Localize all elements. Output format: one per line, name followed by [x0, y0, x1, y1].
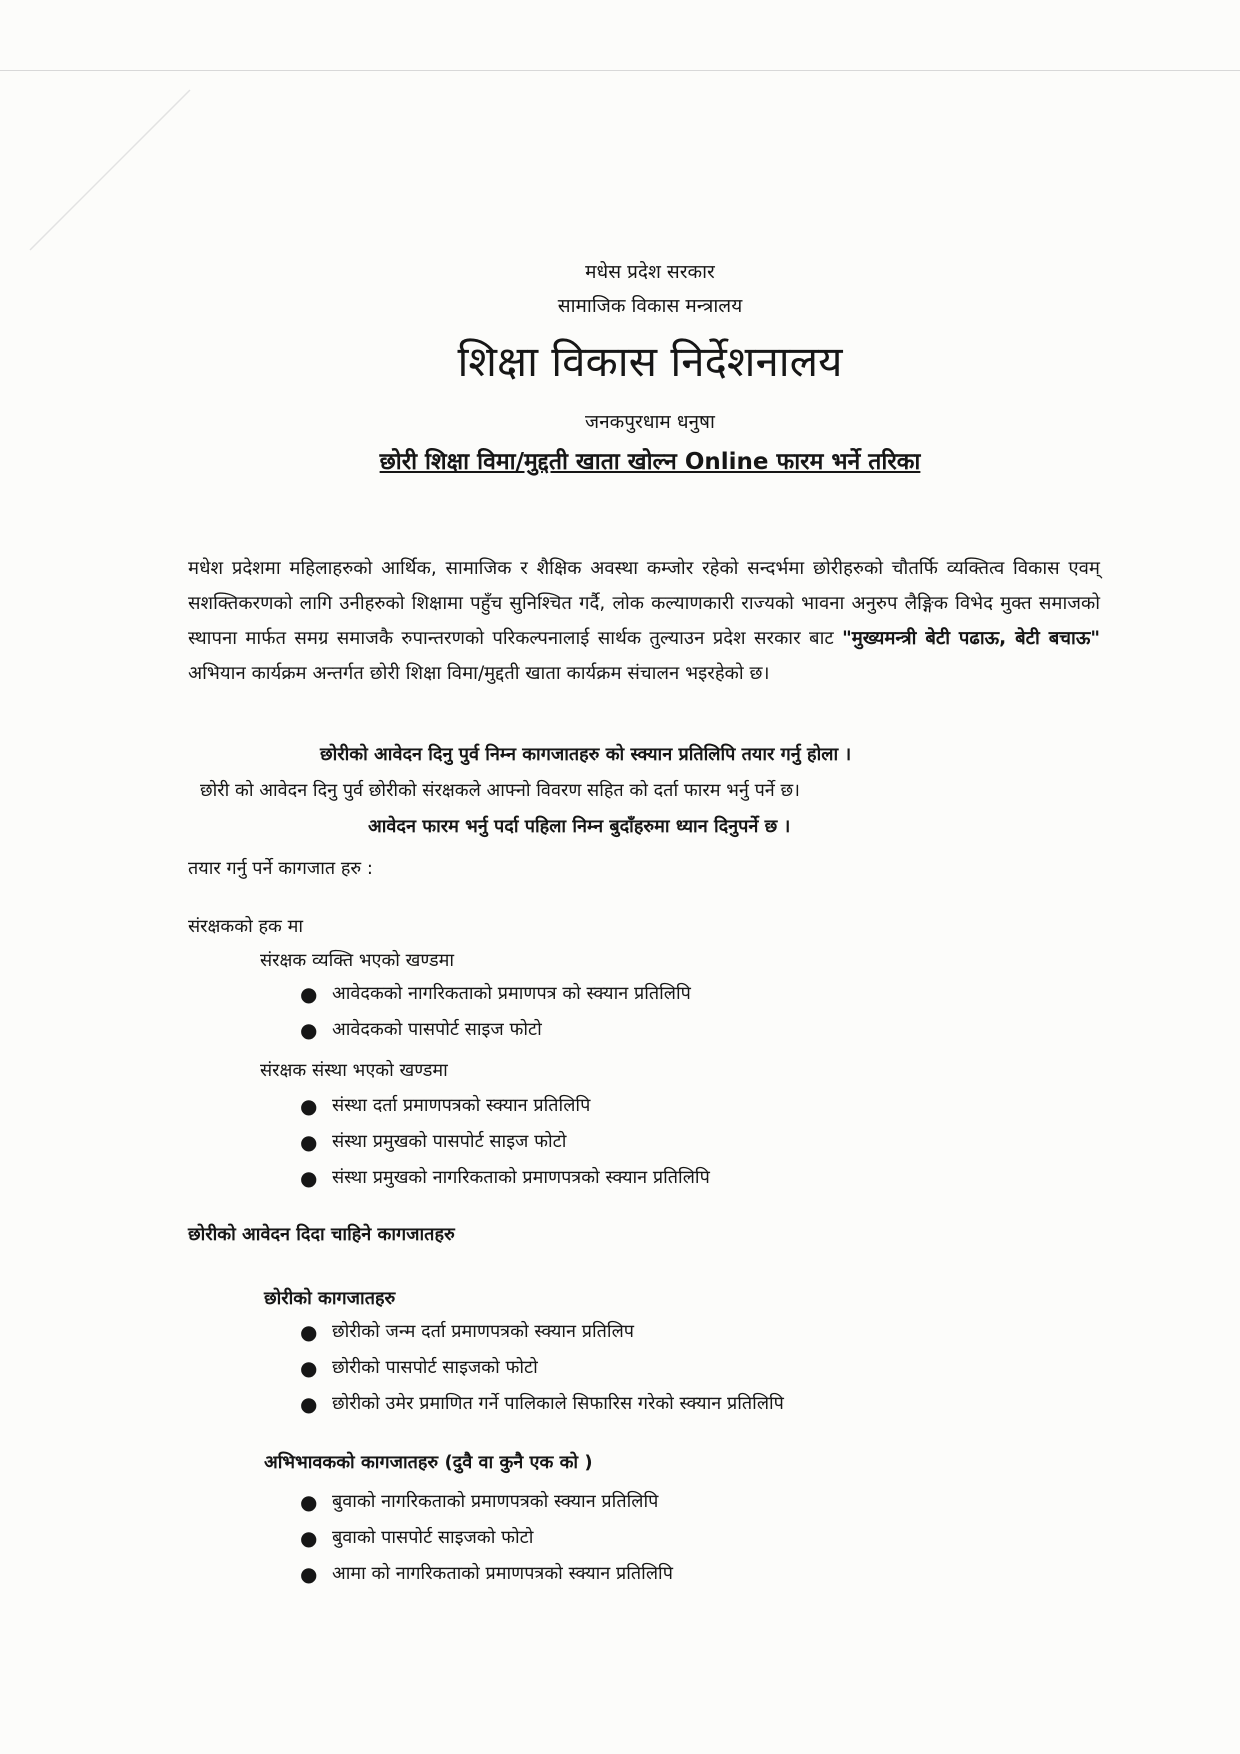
- bullet-icon: ●: [300, 982, 318, 1006]
- office-location: जनकपुरधाम धनुषा: [585, 411, 715, 433]
- bullet-icon: ●: [300, 1320, 318, 1344]
- guardian-institution-heading: संरक्षक संस्था भएको खण्डमा: [260, 1060, 448, 1081]
- bullet-icon: ●: [300, 1018, 318, 1042]
- bullet-icon: ●: [300, 1392, 318, 1416]
- scan-copies-note: छोरीको आवेदन दिनु पुर्व निम्न कागजातहरु को स्क्यान प्रतिलिपि तयार गर्नु होला ।: [320, 744, 852, 765]
- list-item: ● आमा को नागरिकताको प्रमाणपत्रको स्क्यान प्रतिलिपि: [300, 1556, 673, 1592]
- daughter-documents-list: [300, 1314, 784, 1422]
- document-subject: छोरी शिक्षा विमा/मुद्दती खाता खोल्न Online फारम भर्ने तरिका: [379, 449, 921, 475]
- guardian-registration-note: छोरी को आवेदन दिनु पुर्व छोरीको संरक्षकले आफ्नो विवरण सहित को दर्ता फारम भर्नु पर्ने छ।: [200, 780, 800, 801]
- attention-note: आवेदन फारम भर्नु पर्दा पहिला निम्न बुदाँहरुमा ध्यान दिनुपर्ने छ ।: [368, 816, 791, 837]
- list-item: ● बुवाको पासपोर्ट साइजको फोटो: [300, 1520, 673, 1556]
- intro-text-end: अभियान कार्यक्रम अन्तर्गत छोरी शिक्षा विमा/मुद्दती खाता कार्यक्रम संचालन भइरहेको छ।: [188, 662, 770, 684]
- list-item: ● संस्था दर्ता प्रमाणपत्रको स्क्यान प्रतिलिपि: [300, 1088, 710, 1124]
- documents-heading: तयार गर्नु पर्ने कागजात हरु :: [188, 858, 373, 879]
- bullet-icon: ●: [300, 1356, 318, 1380]
- guardian-individual-heading: संरक्षक व्यक्ति भएको खण्डमा: [260, 950, 455, 971]
- directorate-title: शिक्षा विकास निर्देशनालय: [457, 337, 843, 386]
- list-item: ● आवेदकको नागरिकताको प्रमाणपत्र को स्क्यान प्रतिलिपि: [300, 976, 691, 1012]
- bullet-icon: ●: [300, 1130, 318, 1154]
- ministry-name: सामाजिक विकास मन्त्रालय: [557, 295, 743, 317]
- bullet-icon: ●: [300, 1490, 318, 1514]
- guardian-section-heading: संरक्षकको हक मा: [188, 916, 303, 937]
- bullet-icon: ●: [300, 1526, 318, 1550]
- list-item: ● छोरीको जन्म दर्ता प्रमाणपत्रको स्क्यान प्रतिलिप: [300, 1314, 784, 1350]
- guardian-institution-list: [300, 1088, 710, 1196]
- list-item: ● छोरीको पासपोर्ट साइजको फोटो: [300, 1350, 784, 1386]
- bullet-icon: ●: [300, 1562, 318, 1586]
- list-item: ● संस्था प्रमुखको पासपोर्ट साइज फोटो: [300, 1124, 710, 1160]
- campaign-name: "मुख्यमन्त्री बेटी पढाऊ, बेटी बचाऊ": [842, 627, 1100, 649]
- guardian-individual-list: [300, 976, 691, 1048]
- parent-documents-list: [300, 1484, 673, 1592]
- intro-text-start: मधेश प्रदेशमा महिलाहरुको आर्थिक, सामाजिक र शैक्षिक अवस्था कम्जोर रहेको सन्दर्भमा छोरीहरुको चौतर्फि व्यक्तित्व विकास एवम् सशक्तिकरणको लागि उनीहरुको शिक्षामा पहुँच सुनिश्चित गर्दै, लोक कल्याणकारी राज्यको भावना अनुरुप लैङ्गिक विभेद मुक्त समाजको स्थापना मार्फत समग्र समाजकै रुपान्तरणको परिकल्पनालाई सार्थक तुल्याउन प्रदेश सरकार बाट: [188, 557, 1100, 649]
- intro-paragraph: [188, 551, 1100, 691]
- bullet-icon: ●: [300, 1094, 318, 1118]
- bullet-icon: ●: [300, 1166, 318, 1190]
- daughter-documents-heading: छोरीको कागजातहरु: [264, 1288, 396, 1309]
- list-item: ● बुवाको नागरिकताको प्रमाणपत्रको स्क्यान प्रतिलिपि: [300, 1484, 673, 1520]
- daughter-application-heading: छोरीको आवेदन दिदा चाहिने कागजातहरु: [188, 1224, 455, 1245]
- list-item: ● छोरीको उमेर प्रमाणित गर्ने पालिकाले सिफारिस गरेको स्क्यान प्रतिलिपि: [300, 1386, 784, 1422]
- government-name: मधेस प्रदेश सरकार: [585, 261, 715, 283]
- list-item: ● आवेदकको पासपोर्ट साइज फोटो: [300, 1012, 691, 1048]
- list-item: ● संस्था प्रमुखको नागरिकताको प्रमाणपत्रको स्क्यान प्रतिलिपि: [300, 1160, 710, 1196]
- parent-documents-heading: अभिभावकको कागजातहरु (दुवै वा कुनै एक को ): [264, 1452, 593, 1473]
